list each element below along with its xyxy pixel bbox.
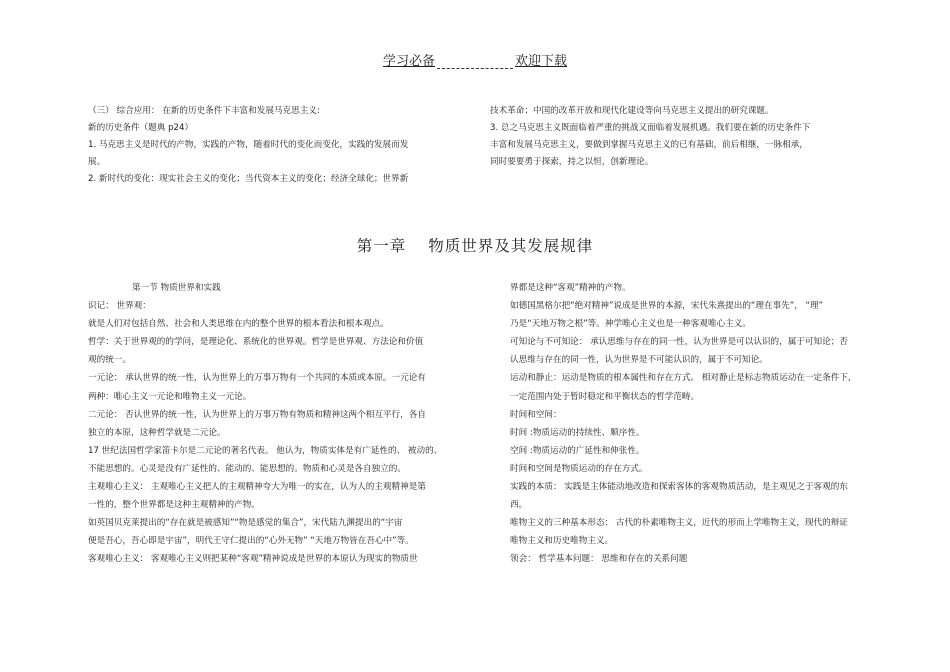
text-line: 二元论： 否认世界的统一性，认为世界上的万事万物有物质和精神这两个相互平行，各自 <box>88 409 426 420</box>
text-line: 新的历史条件（题典 p24） <box>88 123 194 133</box>
bottom-left-column <box>88 279 442 569</box>
text-line: 西。 <box>510 500 528 511</box>
text-line: 时间 :物质运动的持续性、顺序性。 <box>510 427 645 438</box>
top-left-column <box>88 103 408 188</box>
text-line: 可知论与不可知论： 承认思维与存在的同一性，认为世界是可以认识的，属于可知论；否 <box>510 337 848 348</box>
text-line: 如德国黑格尔把“绝对精神”说成是世界的本源，宋代朱熹提出的“理在事先”， “理” <box>510 301 824 312</box>
chapter-title <box>0 234 950 256</box>
text-line: 观的统一。 <box>88 355 131 366</box>
text-line: 主观唯心主义： 主观唯心主义把人的主观精神夸大为唯一的实在，认为人的主观精神是第 <box>88 482 426 493</box>
chapter-number: 第一章 <box>356 237 407 255</box>
text-line: 技术革命；中国的改革开放和现代化建设等向马克思主义提出的研究课题。 <box>490 106 774 116</box>
text-line: 两种：唯心主义一元论和唯物主义一元论。 <box>88 391 252 402</box>
text-line: 认思维与存在的同一性，认为世界是不可能认识的，属于不可知论。 <box>510 355 768 366</box>
text-line: （三） 综合应用： 在新的历史条件下丰富和发展马克思主义: <box>88 106 320 116</box>
text-line: 空间 :物质运动的广延性和伸张性。 <box>510 445 645 456</box>
text-line: 时间和空间是物质运动的存在方式。 <box>510 463 648 474</box>
text-line: 丰富和发展马克思主义，要做到掌握马克思主义的已有基础，前后相继，一脉相承， <box>490 140 808 150</box>
header-gap <box>437 56 513 69</box>
text-line: 展。 <box>88 157 106 167</box>
text-line: 一元论： 承认世界的统一性，认为世界上的万事万物有一个共同的本质或本原。一元论有 <box>88 373 426 384</box>
text-line: 识记： 世界观： <box>88 301 151 312</box>
text-line: 独立的本原，这种哲学就是二元论。 <box>88 427 226 438</box>
text-line: 时间和空间： <box>510 409 562 420</box>
text-line: 如英国贝克莱提出的“存在就是被感知”“物是感觉的集合”，宋代陆九渊提出的“宇宙 <box>88 518 403 529</box>
text-line: 实践的本质： 实践是主体能动地改造和探索客体的客观物质活动，是主观见之于客观的东 <box>510 482 848 493</box>
text-line: 客观唯心主义： 客观唯心主义则把某种“客观”精神说成是世界的本原认为现实的物质世 <box>88 554 418 565</box>
text-line: 哲学：关于世界观的的学问，是理论化、系统化的世界观。哲学是世界观、方法论和价值 <box>88 337 424 348</box>
text-line: 2. 新时代的变化：现实社会主义的变化；当代资本主义的变化；经济全球化；世界新 <box>88 174 409 184</box>
text-line: 1. 马克思主义是时代的产物，实践的产物，随着时代的变化而变化，实践的发展而发 <box>88 140 409 150</box>
text-line: 同时要要勇于探索，持之以恒，创新理论。 <box>490 157 654 167</box>
bottom-right-column <box>510 279 856 569</box>
chapter-name: 物质世界及其发展规律 <box>428 237 594 255</box>
text-line: 3. 总之马克思主义既面临着严重的挑战又面临着发展机遇。我们要在新的历史条件下 <box>490 123 811 133</box>
header-left: 学习必备 <box>382 54 435 69</box>
text-line: 就是人们对包括自然、社会和人类思维在内的整个世界的根本看法和根本观点。 <box>88 319 389 330</box>
text-line: 运动和静止：运动是物质的根本属性和存在方式。 相对静止是标志物质运动在一定条件下， <box>510 373 857 384</box>
top-right-column <box>490 103 810 171</box>
text-line: 乃是“天地万物之根”等。神学唯心主义也是一种客观唯心主义。 <box>510 319 751 330</box>
text-line: 17 世纪法国哲学家笛卡尔是二元论的著名代表。 他认为，物质实体是有广延性的、 被动的、 <box>88 445 443 456</box>
text-line: 一性的，整个世界都是这种主观精神的产物。 <box>88 500 260 511</box>
text-line: 不能思想的。心灵是没有广延性的、能动的、能思想的。物质和心灵是各自独立的。 <box>88 463 406 474</box>
header-right: 欢迎下载 <box>515 54 568 69</box>
text-line: 唯物主义的三种基本形态： 古代的朴素唯物主义，近代的形而上学唯物主义，现代的辩证 <box>510 518 848 529</box>
page-header <box>0 50 950 69</box>
text-line: 界都是这种“客观”精神的产物。 <box>510 283 631 293</box>
text-line: 一定范围内处于暂时稳定和平衡状态的哲学范畴。 <box>510 391 700 402</box>
text-line: 领会： 哲学基本问题： 思维和存在的关系问题 <box>510 554 688 565</box>
text-line: 唯物主义和历史唯物主义。 <box>510 536 614 547</box>
section-heading: 第一节 物质世界和实践 <box>132 283 221 293</box>
text-line: 便是吾心，吾心即是宇宙”，明代王守仁提出的“心外无物” “天地万物皆在吾心中”等。 <box>88 536 414 547</box>
